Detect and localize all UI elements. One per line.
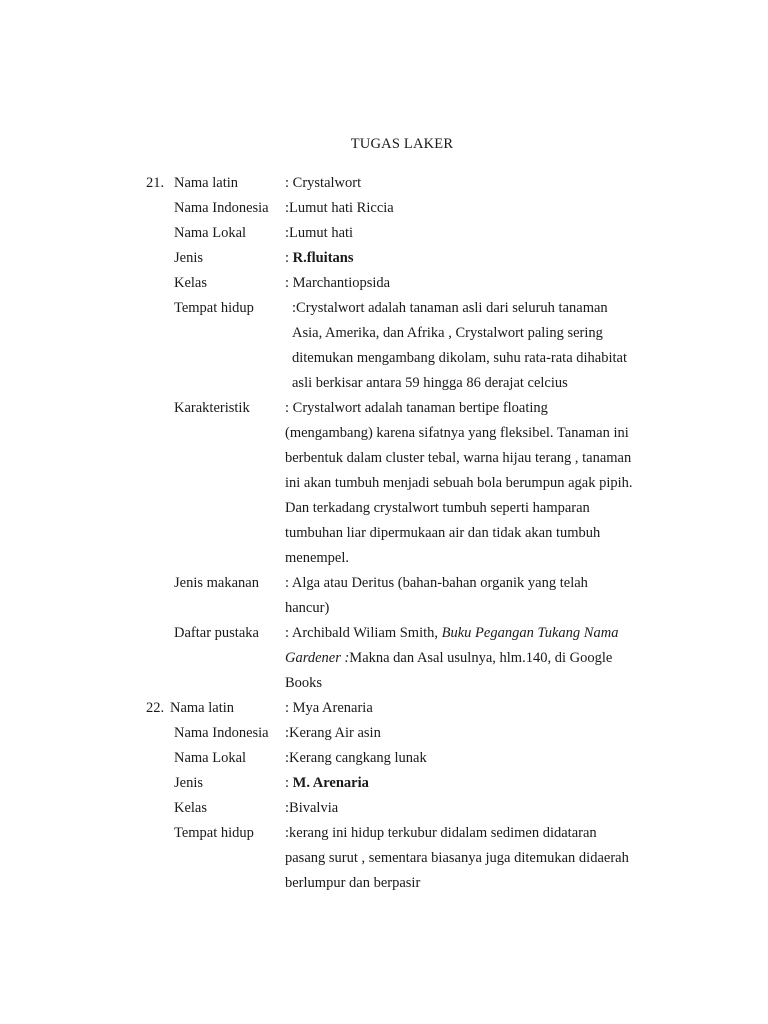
text-line [285, 646, 612, 671]
entry-22-nama-indonesia-row [0, 721, 768, 746]
entry-21-nama-indonesia-row [0, 196, 768, 221]
jenis-prefix: : [285, 775, 293, 791]
text-line: hancur) [285, 600, 330, 616]
entry-number: 21. [146, 175, 165, 191]
text-line: tumbuhan liar dipermukaan air dan tidak akan tumbuh [285, 525, 601, 541]
field-label: Nama latin [170, 700, 235, 716]
field-label: Nama Lokal [174, 225, 247, 241]
jenis-value: M. Arenaria [292, 775, 369, 791]
jenis-prefix: : [285, 250, 293, 266]
continuation-line [0, 496, 768, 521]
field-value [285, 621, 618, 646]
text-line: ini akan tumbuh menjadi sebuah bola berumpun agak pipih. [285, 475, 633, 491]
field-value: :Lumut hati [285, 225, 354, 241]
entry-21-karakteristik-row [0, 396, 768, 421]
entry-21-nama-latin-row [0, 171, 768, 196]
continuation-line [0, 521, 768, 546]
field-value: : Alga atau Deritus (bahan-bahan organik yang telah [285, 575, 588, 591]
continuation-line [0, 596, 768, 621]
field-value: :Crystalwort adalah tanaman asli dari seluruh tanaman [292, 300, 608, 316]
entry-21-jenis-makanan-row [0, 571, 768, 596]
continuation-line [0, 421, 768, 446]
continuation-line [0, 321, 768, 346]
field-value [285, 246, 354, 271]
text-line: berbentuk dalam cluster tebal, warna hijau terang , tanaman [285, 450, 632, 466]
entry-22-tempat-hidup-row [0, 821, 768, 846]
document-title: TUGAS LAKER [350, 136, 454, 152]
field-label: Tempat hidup [174, 300, 254, 316]
field-value [285, 771, 369, 796]
text-line: berlumpur dan berpasir [285, 875, 421, 891]
entry-22-nama-latin-row [0, 696, 768, 721]
entry-number: 22. [146, 700, 165, 716]
entry-21-daftar-pustaka-row [0, 621, 768, 646]
field-label: Jenis [174, 250, 203, 266]
text-line: Dan terkadang crystalwort tumbuh seperti hamparan [285, 500, 590, 516]
field-value: : Crystalwort adalah tanaman bertipe floating [285, 400, 548, 416]
continuation-line [0, 346, 768, 371]
field-label: Tempat hidup [174, 825, 254, 841]
entry-21-jenis-row [0, 246, 768, 271]
text-line: (mengambang) karena sifatnya yang fleksibel. Tanaman ini [285, 425, 629, 441]
entry-21-nama-lokal-row [0, 221, 768, 246]
entry-22-nama-lokal-row [0, 746, 768, 771]
field-label: Jenis [174, 775, 203, 791]
citation-book-title: Gardener : [285, 650, 350, 666]
entries-list [0, 171, 768, 896]
entry-21-kelas-row [0, 271, 768, 296]
continuation-line [0, 371, 768, 396]
citation-detail: Makna dan Asal usulnya, hlm.140, di Google [349, 650, 613, 666]
continuation-line [0, 471, 768, 496]
text-line: ditemukan mengambang dikolam, suhu rata-rata dihabitat [292, 350, 628, 366]
field-label: Karakteristik [174, 400, 250, 416]
field-label: Nama latin [174, 175, 239, 191]
entry-22-jenis-row [0, 771, 768, 796]
continuation-line [0, 546, 768, 571]
field-label: Nama Lokal [174, 750, 247, 766]
continuation-line [0, 446, 768, 471]
text-line: Asia, Amerika, dan Afrika , Crystalwort paling sering [292, 325, 603, 341]
text-line: menempel. [285, 550, 350, 566]
field-value: :Bivalvia [285, 800, 339, 816]
continuation-line [0, 646, 768, 671]
field-label: Jenis makanan [174, 575, 259, 591]
field-label: Nama Indonesia [174, 725, 269, 741]
field-label: Kelas [174, 275, 208, 291]
text-line: Books [285, 675, 323, 691]
field-value: : Crystalwort [285, 175, 362, 191]
continuation-line [0, 846, 768, 871]
field-label: Kelas [174, 800, 208, 816]
continuation-line [0, 671, 768, 696]
jenis-value: R.fluitans [292, 250, 354, 266]
entry-21-tempat-hidup-row [0, 296, 768, 321]
field-value: : Mya Arenaria [285, 700, 373, 716]
continuation-line [0, 871, 768, 896]
field-value: :Kerang cangkang lunak [285, 750, 427, 766]
field-value: :Kerang Air asin [285, 725, 381, 741]
citation-book-title: Buku Pegangan Tukang Nama [441, 625, 619, 641]
citation-author: : Archibald Wiliam Smith, [285, 625, 442, 641]
field-label: Daftar pustaka [174, 625, 259, 641]
entry-22-kelas-row [0, 796, 768, 821]
field-value: :Lumut hati Riccia [285, 200, 394, 216]
text-line: asli berkisar antara 59 hingga 86 derajat celcius [292, 375, 568, 391]
field-label: Nama Indonesia [174, 200, 269, 216]
field-value: : Marchantiopsida [285, 275, 391, 291]
text-line: pasang surut , sementara biasanya juga ditemukan didaerah [285, 850, 629, 866]
field-value: :kerang ini hidup terkubur didalam sedimen didataran [285, 825, 597, 841]
